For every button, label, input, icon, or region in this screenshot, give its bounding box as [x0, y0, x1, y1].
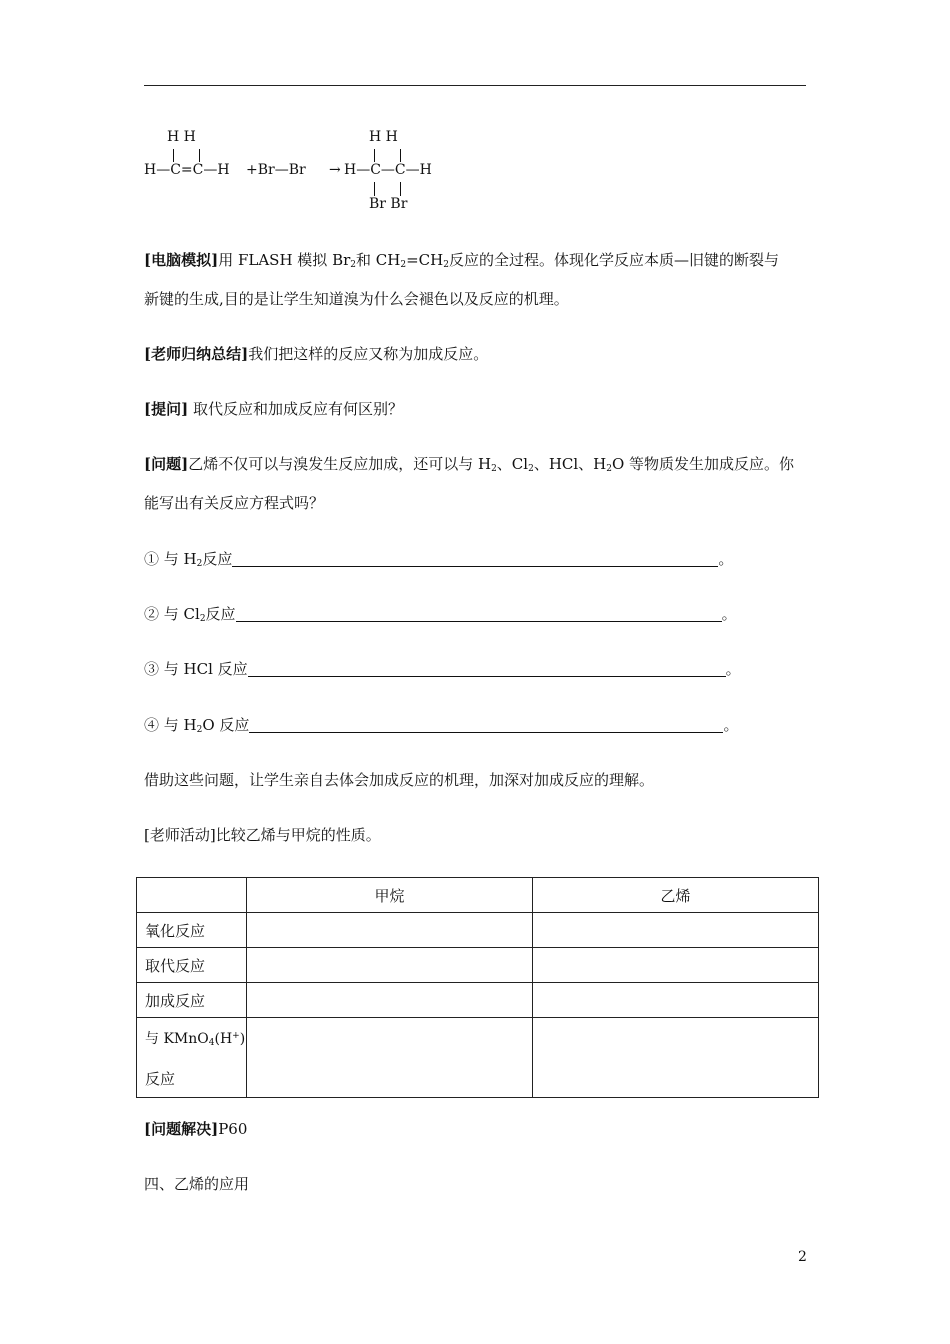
superscript: +	[232, 1031, 240, 1041]
text: 和 CH	[356, 251, 401, 269]
page-number: 2	[798, 1249, 807, 1265]
comparison-table	[136, 877, 819, 1098]
bond-line	[400, 149, 401, 162]
table-cell[interactable]	[247, 913, 533, 948]
item-label: ② 与 Cl	[144, 605, 200, 623]
text: 、Cl	[496, 455, 529, 473]
text: =CH	[406, 251, 444, 269]
table-header-methane: 甲烷	[247, 878, 533, 913]
label-computer-simulation: [电脑模拟]	[144, 251, 219, 269]
table-cell[interactable]	[533, 983, 819, 1018]
period: 。	[721, 605, 737, 623]
bond-line	[199, 149, 200, 162]
text: 乙烯不仅可以与溴发生反应加成，还可以与 H	[188, 455, 492, 473]
subscript: 2	[350, 260, 356, 270]
item-label: ① 与 H	[144, 550, 197, 568]
paragraph-teacher-summary	[144, 343, 488, 364]
header-rule	[144, 85, 806, 86]
bond-line	[374, 149, 375, 162]
item-label: 反应	[205, 605, 236, 623]
exercise-item-h2	[144, 548, 733, 569]
equation-top-h-left: H H	[167, 129, 196, 145]
table-header-row	[137, 878, 819, 913]
equation-top-h-right: H H	[369, 129, 398, 145]
paragraph-computer-simulation	[144, 249, 779, 270]
label-problem: [问题]	[144, 455, 189, 473]
row-label-addition: 加成反应	[137, 983, 247, 1018]
bond-line	[374, 182, 375, 196]
equation-arrow: →	[329, 162, 341, 178]
paragraph-computer-simulation-line2: 新键的生成,目的是让学生知道溴为什么会褪色以及反应的机理。	[144, 290, 569, 308]
item-label: 反应	[202, 550, 233, 568]
equation-reactant-ethene: H—C=C—H	[144, 162, 230, 178]
table-cell[interactable]	[533, 1018, 819, 1098]
exercise-item-h2o	[144, 714, 738, 735]
equation-bottom-br: Br Br	[369, 196, 408, 212]
table-header-cell	[137, 878, 247, 913]
answer-blank[interactable]	[249, 718, 723, 733]
table-cell[interactable]	[247, 1018, 533, 1098]
text: 反应的全过程。体现化学反应本质—旧键的断裂与	[448, 251, 779, 269]
label-question: [提问]	[144, 400, 189, 418]
text: P60	[218, 1120, 248, 1138]
item-label: O 反应	[202, 716, 250, 734]
answer-blank[interactable]	[232, 552, 718, 567]
exercise-item-hcl	[144, 658, 741, 679]
table-cell[interactable]	[533, 913, 819, 948]
paragraph-teacher-activity: [老师活动]比较乙烯与甲烷的性质。	[144, 826, 381, 844]
bond-line	[400, 182, 401, 196]
subscript: 2	[491, 464, 497, 474]
table-row	[137, 1018, 819, 1098]
table-cell[interactable]	[247, 983, 533, 1018]
period: 。	[725, 660, 741, 678]
text: 取代反应和加成反应有何区别？	[188, 400, 403, 418]
label-problem-solving: [问题解决]	[144, 1120, 219, 1138]
period: 。	[718, 550, 734, 568]
label-teacher-summary: [老师归纳总结]	[144, 345, 249, 363]
subscript: 2	[400, 260, 407, 270]
paragraph-question	[144, 398, 403, 419]
exercise-item-cl2	[144, 603, 737, 624]
paragraph-problem-line2: 能写出有关反应方程式吗？	[144, 494, 325, 512]
row-label-oxidation: 氧化反应	[137, 913, 247, 948]
text: O 等物质发生加成反应。你	[611, 455, 795, 473]
table-cell[interactable]	[533, 948, 819, 983]
text: 我们把这样的反应又称为加成反应。	[248, 345, 489, 363]
section-heading-applications: 四、乙烯的应用	[144, 1175, 250, 1193]
answer-blank[interactable]	[236, 607, 722, 622]
subscript: 2	[606, 464, 612, 474]
subscript: 2	[196, 559, 203, 569]
subscript: 4	[208, 1038, 215, 1048]
equation-reactant-bromine: +Br—Br	[246, 162, 306, 178]
table-row	[137, 913, 819, 948]
paragraph-reflection: 借助这些问题，让学生亲自去体会加成反应的机理，加深对加成反应的理解。	[144, 771, 655, 789]
text: (H	[214, 1031, 233, 1047]
subscript: 2	[196, 725, 203, 735]
period: 。	[723, 716, 739, 734]
table-row	[137, 948, 819, 983]
subscript: 2	[528, 464, 534, 474]
table-header-ethylene: 乙烯	[533, 878, 819, 913]
bond-line	[173, 149, 174, 162]
table-cell[interactable]	[247, 948, 533, 983]
text: 反应	[145, 1070, 176, 1088]
subscript: 2	[199, 614, 206, 624]
row-label-kmno4	[137, 1018, 247, 1098]
text: 用 FLASH 模拟 Br	[218, 251, 351, 269]
text: 、HCl、H	[533, 455, 607, 473]
paragraph-problem	[144, 453, 794, 474]
text: 与 KMnO	[145, 1031, 209, 1047]
paragraph-problem-solving	[144, 1118, 247, 1139]
row-label-substitution: 取代反应	[137, 948, 247, 983]
text: )	[239, 1031, 246, 1047]
answer-blank[interactable]	[248, 662, 726, 677]
item-label: ④ 与 H	[144, 716, 197, 734]
subscript: 2	[443, 260, 449, 270]
table-row	[137, 983, 819, 1018]
item-label: ③ 与 HCl 反应	[144, 660, 248, 678]
equation-product: H—C—C—H	[344, 162, 432, 178]
